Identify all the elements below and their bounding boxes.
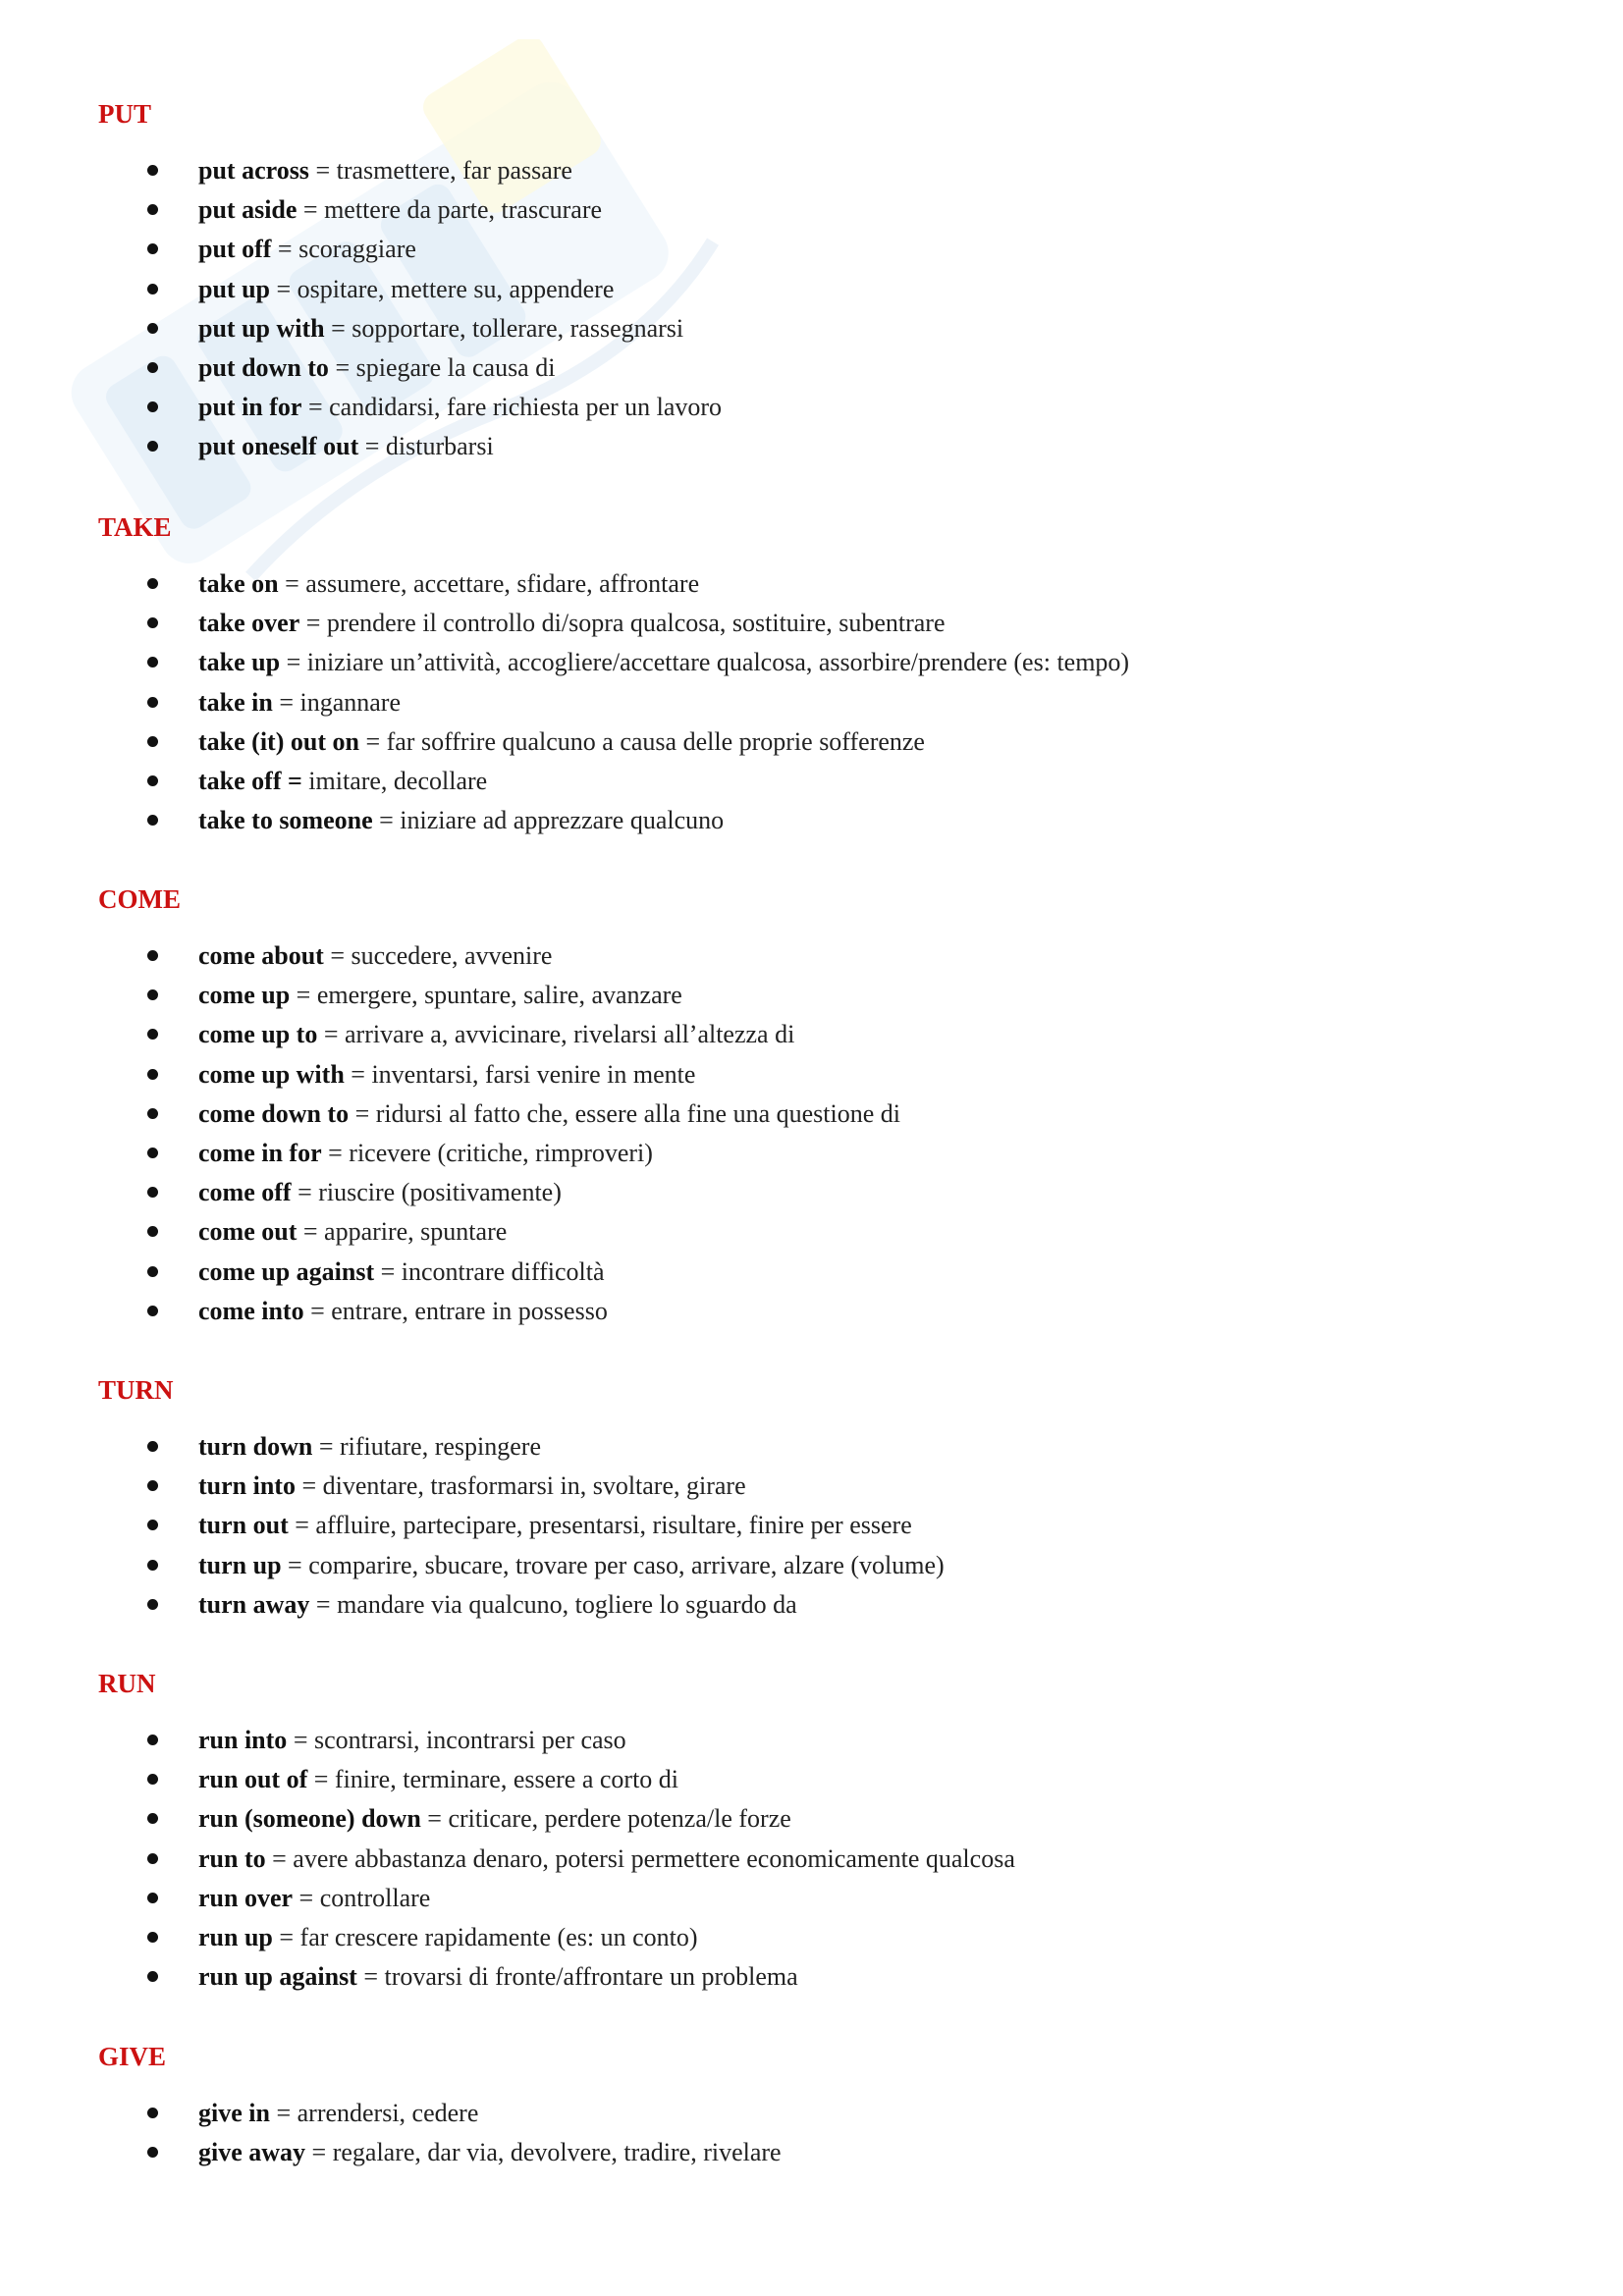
definition: = scontrarsi, incontrarsi per caso bbox=[287, 1726, 626, 1754]
definition: = affluire, partecipare, presentarsi, risultare, finire per essere bbox=[288, 1511, 912, 1540]
definition: = sopportare, tollerare, rassegnarsi bbox=[324, 313, 684, 343]
phrasal-verb: come out bbox=[198, 1217, 298, 1247]
bullet-icon bbox=[147, 1774, 158, 1785]
phrasal-verb: take off = bbox=[198, 766, 302, 795]
phrasal-verb: put up with bbox=[198, 313, 325, 343]
bullet-icon bbox=[147, 401, 158, 412]
bullet-icon bbox=[147, 1069, 158, 1080]
bullet-icon bbox=[147, 441, 158, 452]
definition: = apparire, spuntare bbox=[297, 1217, 508, 1247]
bullet-icon bbox=[147, 1441, 158, 1452]
definition: = regalare, dar via, devolvere, tradire, rivelare bbox=[305, 2138, 782, 2167]
phrasal-verb: come into bbox=[198, 1296, 304, 1325]
definition: = succedere, avvenire bbox=[323, 941, 553, 970]
phrasal-verb: run up bbox=[198, 1922, 273, 1951]
bullet-icon bbox=[147, 2147, 158, 2158]
section-title: TURN bbox=[98, 1375, 174, 1405]
bullet-icon bbox=[147, 1266, 158, 1277]
definition: = emergere, spuntare, salire, avanzare bbox=[290, 981, 682, 1010]
phrasal-verb: turn away bbox=[198, 1589, 310, 1619]
section-title: COME bbox=[98, 884, 181, 914]
definition: = rifiutare, respingere bbox=[312, 1432, 541, 1461]
definition: = riuscire (positivamente) bbox=[291, 1178, 562, 1207]
phrasal-verb: run into bbox=[198, 1726, 288, 1754]
phrasal-verb: put down to bbox=[198, 352, 329, 382]
definition: = entrare, entrare in possesso bbox=[303, 1296, 608, 1325]
bullet-icon bbox=[147, 1520, 158, 1530]
definition: = criticare, perdere potenza/le forze bbox=[420, 1804, 791, 1834]
phrasal-verb: run over bbox=[198, 1883, 294, 1912]
phrasal-verb: come down to bbox=[198, 1098, 350, 1128]
definition: = finire, terminare, essere a corto di bbox=[307, 1765, 679, 1794]
bullet-icon bbox=[147, 1560, 158, 1571]
definition: = scoraggiare bbox=[271, 235, 416, 264]
phrasal-verb: come up with bbox=[198, 1059, 345, 1089]
bullet-icon bbox=[147, 617, 158, 628]
definition: = far soffrire qualcuno a causa delle proprie sofferenze bbox=[358, 726, 925, 756]
phrasal-verb: turn down bbox=[198, 1432, 313, 1461]
bullet-icon bbox=[147, 1148, 158, 1158]
definition: = iniziare ad apprezzare qualcuno bbox=[372, 806, 725, 835]
definition: = arrivare a, avvicinare, rivelarsi all’altezza di bbox=[317, 1020, 795, 1049]
bullet-icon bbox=[147, 1306, 158, 1316]
definition: = assumere, accettare, sfidare, affrontare bbox=[278, 569, 700, 598]
definition: = candidarsi, fare richiesta per un lavoro bbox=[301, 393, 723, 422]
phrasal-verb: give away bbox=[198, 2138, 306, 2167]
definition: = mettere da parte, trascurare bbox=[297, 195, 603, 225]
phrasal-verb: turn into bbox=[198, 1471, 296, 1501]
bullet-icon bbox=[147, 1029, 158, 1040]
definition: = prendere il controllo di/sopra qualcosa, sostituire, subentrare bbox=[299, 609, 946, 638]
bullet-icon bbox=[147, 1187, 158, 1198]
definition: = disturbarsi bbox=[358, 432, 494, 461]
definition: = incontrare difficoltà bbox=[374, 1256, 605, 1286]
bullet-icon bbox=[147, 1971, 158, 1982]
bullet-icon bbox=[147, 775, 158, 786]
definition: = controllare bbox=[293, 1883, 431, 1912]
bullet-icon bbox=[147, 284, 158, 294]
definition: = inventarsi, farsi venire in mente bbox=[344, 1059, 696, 1089]
definition: = spiegare la causa di bbox=[328, 352, 556, 382]
section-title: RUN bbox=[98, 1669, 156, 1698]
bullet-icon bbox=[147, 1108, 158, 1119]
bullet-icon bbox=[147, 1735, 158, 1745]
phrasal-verb: turn out bbox=[198, 1511, 289, 1540]
bullet-icon bbox=[147, 989, 158, 1000]
phrasal-verb: come up to bbox=[198, 1020, 318, 1049]
definition: = arrendersi, cedere bbox=[269, 2099, 479, 2127]
phrasal-verb: run up against bbox=[198, 1962, 357, 1992]
definition: = mandare via qualcuno, togliere lo sguardo da bbox=[309, 1589, 797, 1619]
phrasal-verb: come off bbox=[198, 1178, 292, 1207]
phrasal-verb: put aside bbox=[198, 195, 298, 225]
bullet-icon bbox=[147, 1932, 158, 1943]
bullet-icon bbox=[147, 323, 158, 334]
phrasal-verb: take to someone bbox=[198, 806, 373, 835]
phrasal-verb: come up against bbox=[198, 1256, 375, 1286]
phrasal-verb: take in bbox=[198, 687, 273, 717]
definition: = avere abbastanza denaro, potersi permettere economicamente qualcosa bbox=[265, 1843, 1015, 1873]
section-title: PUT bbox=[98, 99, 151, 129]
bullet-icon bbox=[147, 2108, 158, 2118]
bullet-icon bbox=[147, 1853, 158, 1864]
phrasal-verb: take on bbox=[198, 569, 279, 598]
definition: = ospitare, mettere su, appendere bbox=[270, 274, 615, 303]
phrasal-verb: run out of bbox=[198, 1765, 308, 1794]
bullet-icon bbox=[147, 1893, 158, 1903]
definition: = ricevere (critiche, rimproveri) bbox=[321, 1138, 653, 1167]
bullet-icon bbox=[147, 697, 158, 708]
definition: imitare, decollare bbox=[301, 766, 488, 795]
phrasal-verb: run to bbox=[198, 1843, 266, 1873]
phrasal-verb: take (it) out on bbox=[198, 726, 359, 756]
phrasal-verb: put off bbox=[198, 235, 272, 264]
phrasal-verb: put oneself out bbox=[198, 432, 359, 461]
phrasal-verb: give in bbox=[198, 2099, 270, 2127]
phrasal-verb: come in for bbox=[198, 1138, 322, 1167]
bullet-icon bbox=[147, 1480, 158, 1491]
bullet-icon bbox=[147, 362, 158, 373]
bullet-icon bbox=[147, 736, 158, 747]
phrasal-verb: take over bbox=[198, 609, 300, 638]
phrasal-verb: come about bbox=[198, 941, 324, 970]
phrasal-verb: put up bbox=[198, 274, 270, 303]
bullet-icon bbox=[147, 1599, 158, 1610]
phrasal-verb: put in for bbox=[198, 393, 302, 422]
definition: = far crescere rapidamente (es: un conto) bbox=[272, 1922, 698, 1951]
bullet-icon bbox=[147, 1813, 158, 1824]
bullet-icon bbox=[147, 204, 158, 215]
section-title: TAKE bbox=[98, 512, 172, 542]
phrasal-verb: take up bbox=[198, 648, 281, 677]
phrasal-verb: come up bbox=[198, 981, 291, 1010]
section-title: GIVE bbox=[98, 2042, 167, 2071]
phrasal-verb: turn up bbox=[198, 1550, 282, 1579]
bullet-icon bbox=[147, 165, 158, 176]
definition: = ridursi al fatto che, essere alla fine una questione di bbox=[349, 1098, 901, 1128]
phrasal-verb: put across bbox=[198, 156, 309, 185]
definition: = trasmettere, far passare bbox=[308, 156, 572, 185]
bullet-icon bbox=[147, 950, 158, 961]
bullet-icon bbox=[147, 1226, 158, 1237]
definition: = trovarsi di fronte/affrontare un problema bbox=[356, 1962, 798, 1992]
definition: = diventare, trasformarsi in, svoltare, girare bbox=[295, 1471, 746, 1501]
bullet-icon bbox=[147, 815, 158, 826]
phrasal-verb: run (someone) down bbox=[198, 1804, 421, 1834]
bullet-icon bbox=[147, 657, 158, 667]
bullet-icon bbox=[147, 578, 158, 589]
definition: = iniziare un’attività, accogliere/accettare qualcosa, assorbire/prendere (es: tempo) bbox=[280, 648, 1130, 677]
bullet-icon bbox=[147, 243, 158, 254]
definition: = ingannare bbox=[272, 687, 402, 717]
definition: = comparire, sbucare, trovare per caso, arrivare, alzare (volume) bbox=[281, 1550, 945, 1579]
